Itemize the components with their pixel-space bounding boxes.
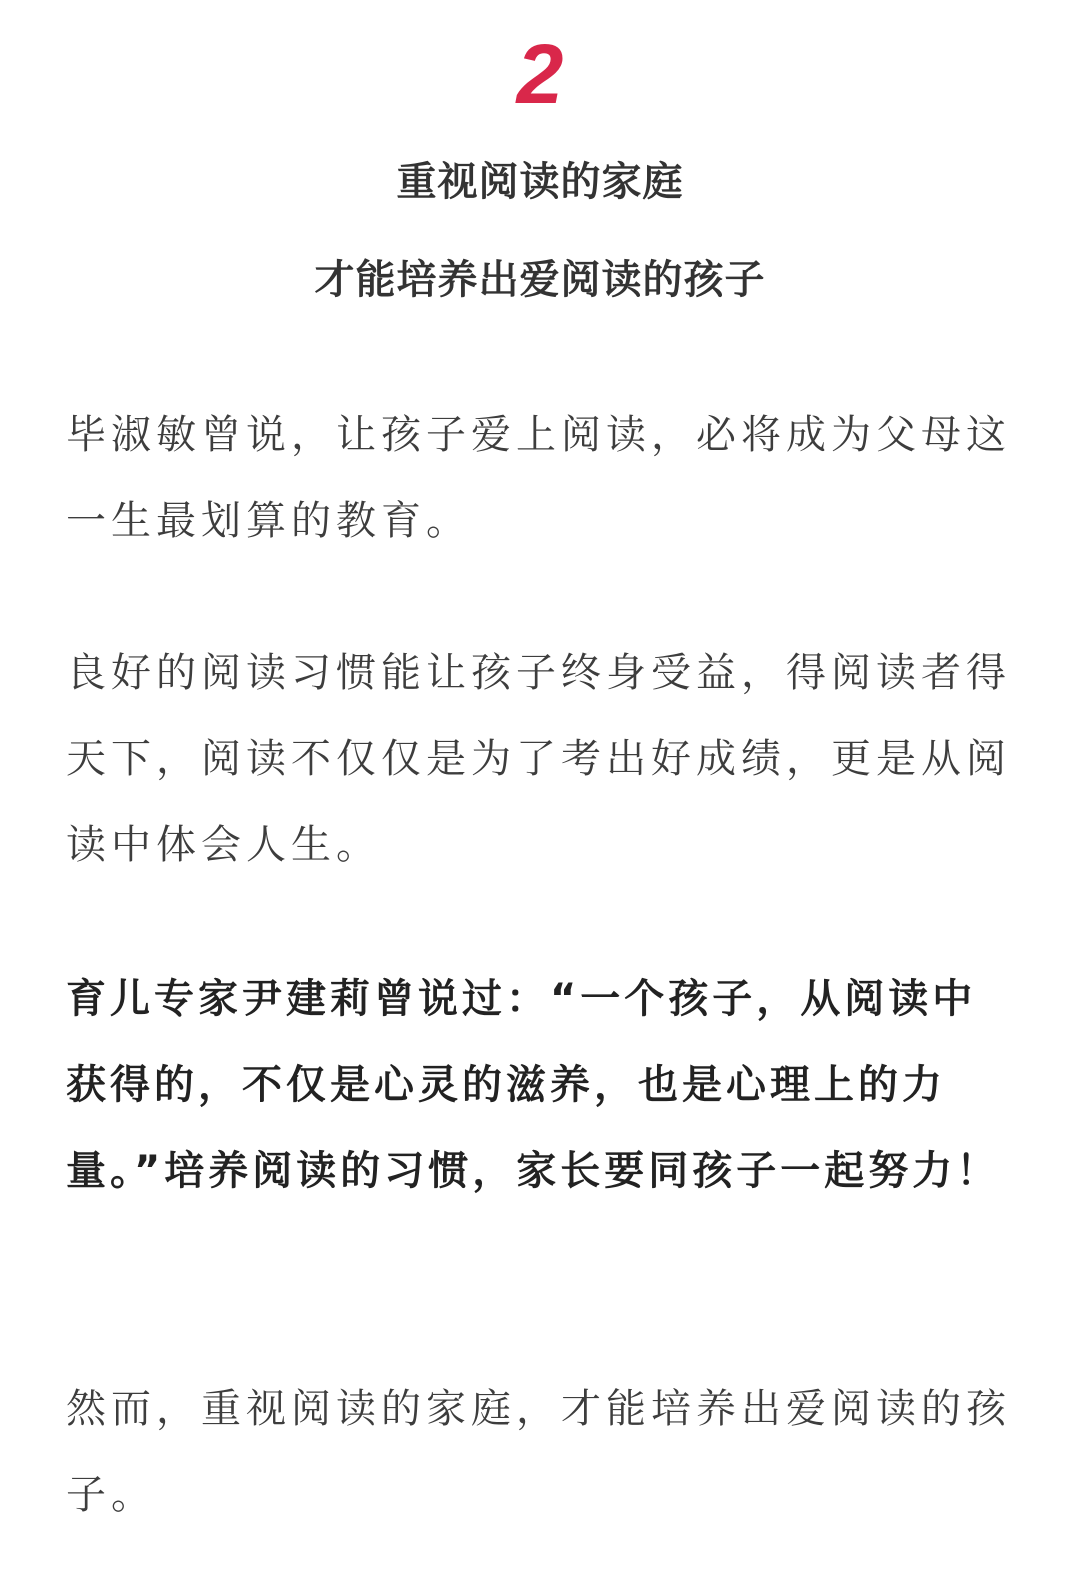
section-heading-line-2: 才能培养出爱阅读的孩子 bbox=[314, 257, 766, 303]
paragraph-conclusion: 然而，重视阅读的家庭，才能培养出爱阅读的孩子。 bbox=[66, 1386, 1011, 1518]
paragraph-reading-habit: 良好的阅读习惯能让孩子终身受益，得阅读者得天下，阅读不仅仅是为了考出好成绩，更是从阅读中体会人生。 bbox=[66, 650, 1011, 868]
section-number: 2 bbox=[516, 27, 564, 121]
paragraph-expert-quote: 育儿专家尹建莉曾说过：“一个孩子，从阅读中获得的，不仅是心灵的滋养，也是心理上的力量。”培养阅读的习惯，家长要同孩子一起努力！ bbox=[66, 976, 1001, 1194]
paragraph-bi-shumin-quote: 毕淑敏曾说，让孩子爱上阅读，必将成为父母这一生最划算的教育。 bbox=[66, 412, 1011, 544]
section-heading-line-1: 重视阅读的家庭 bbox=[396, 159, 684, 205]
